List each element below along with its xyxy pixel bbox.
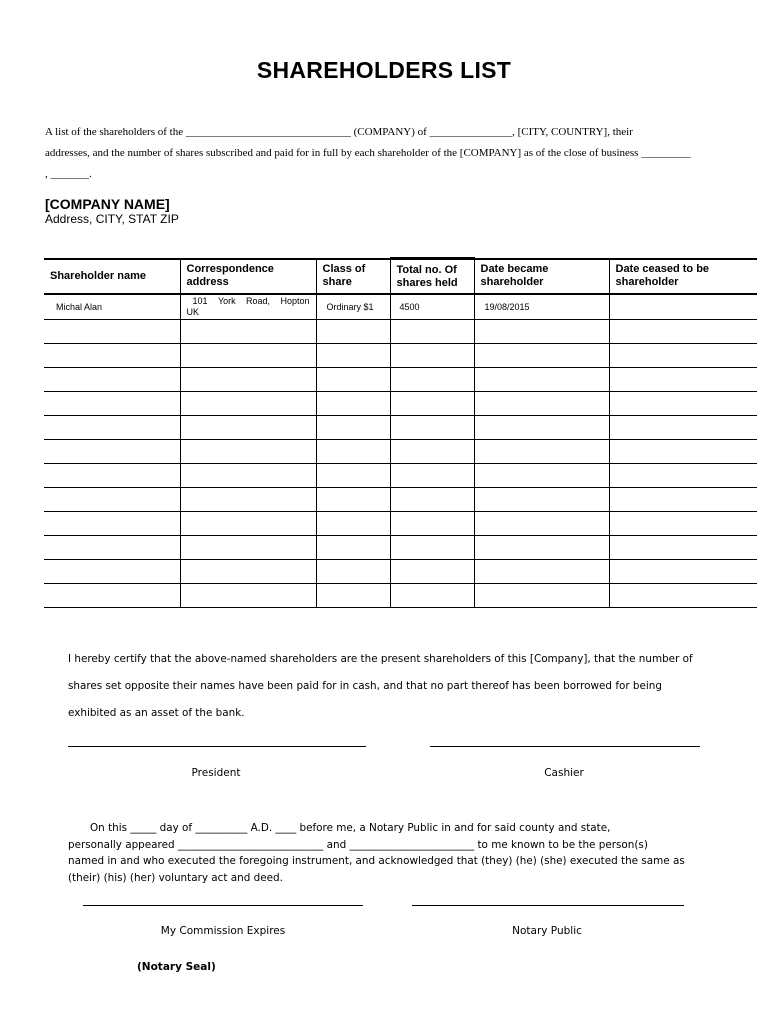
table-row <box>44 344 757 368</box>
column-header-correspondence-address: Correspondence address <box>180 259 316 295</box>
cell-shareholder-name[interactable] <box>44 464 180 488</box>
cell-shareholder-name[interactable]: Michal Alan <box>44 294 180 320</box>
cell-shareholder-name[interactable] <box>44 488 180 512</box>
table-row <box>44 560 757 584</box>
cell-class-of-share[interactable] <box>316 584 390 608</box>
cell-date-ceased[interactable] <box>609 584 757 608</box>
cell-correspondence-address[interactable] <box>180 536 316 560</box>
cell-shareholder-name[interactable] <box>44 512 180 536</box>
cell-shareholder-name[interactable] <box>44 536 180 560</box>
intro-paragraph <box>45 122 710 185</box>
table-row <box>44 512 757 536</box>
cell-date-ceased[interactable] <box>609 488 757 512</box>
notary-paragraph <box>68 820 708 886</box>
cell-class-of-share[interactable] <box>316 536 390 560</box>
cell-date-became[interactable] <box>474 512 609 536</box>
cell-correspondence-address[interactable] <box>180 488 316 512</box>
cell-class-of-share[interactable] <box>316 344 390 368</box>
cell-class-of-share[interactable] <box>316 320 390 344</box>
shareholders-table <box>44 257 757 608</box>
cell-correspondence-address[interactable] <box>180 368 316 392</box>
table-row <box>44 392 757 416</box>
cell-date-became[interactable] <box>474 464 609 488</box>
cell-total-shares[interactable] <box>390 440 474 464</box>
cell-total-shares[interactable] <box>390 344 474 368</box>
notary-line-3: named in and who executed the foregoing instrument, and acknowledged that (they) (he) (she) executed the same as <box>68 855 685 867</box>
cell-date-became[interactable]: 19/08/2015 <box>474 294 609 320</box>
table-row <box>44 368 757 392</box>
cell-date-ceased[interactable] <box>609 464 757 488</box>
cell-date-became[interactable] <box>474 560 609 584</box>
cell-date-ceased[interactable] <box>609 392 757 416</box>
cell-class-of-share[interactable] <box>316 464 390 488</box>
cell-date-ceased[interactable] <box>609 536 757 560</box>
cell-date-became[interactable] <box>474 392 609 416</box>
cashier-signature-line[interactable] <box>430 746 700 747</box>
cell-shareholder-name[interactable] <box>44 320 180 344</box>
cell-total-shares[interactable] <box>390 368 474 392</box>
table-row <box>44 584 757 608</box>
president-label: President <box>191 767 241 779</box>
column-header-date-became: Date became shareholder <box>474 259 609 295</box>
cell-date-ceased[interactable] <box>609 560 757 584</box>
company-address: Address, CITY, STAT ZIP <box>45 212 179 226</box>
intro-line-3: , _______. <box>45 168 92 180</box>
cell-correspondence-address[interactable] <box>180 294 316 320</box>
cell-date-became[interactable] <box>474 368 609 392</box>
commission-expires-label: My Commission Expires <box>160 925 286 937</box>
cell-date-became[interactable] <box>474 440 609 464</box>
column-header-total-shares: Total no. Of shares held <box>390 259 474 295</box>
address-word: 101 <box>192 296 208 306</box>
cell-shareholder-name[interactable] <box>44 440 180 464</box>
intro-line-1: A list of the shareholders of the ______________________________ (COMPANY) of _______________, [CITY, COUNTRY], their <box>45 126 633 138</box>
cell-class-of-share[interactable] <box>316 440 390 464</box>
cell-date-ceased[interactable] <box>609 512 757 536</box>
cell-correspondence-address[interactable] <box>180 464 316 488</box>
table-row <box>44 320 757 344</box>
table-row <box>44 488 757 512</box>
column-header-shareholder-name: Shareholder name <box>44 259 180 295</box>
cell-correspondence-address[interactable] <box>180 344 316 368</box>
cell-class-of-share[interactable] <box>316 416 390 440</box>
cashier-label: Cashier <box>544 767 584 779</box>
president-signature-line[interactable] <box>68 746 366 747</box>
table-header-row <box>44 259 757 295</box>
notary-line-1: On this _____ day of __________ A.D. ____ before me, a Notary Public in and for said county and state, <box>90 822 611 834</box>
address-word: York <box>217 296 236 306</box>
cell-correspondence-address[interactable] <box>180 560 316 584</box>
cell-total-shares[interactable] <box>390 512 474 536</box>
cell-shareholder-name[interactable] <box>44 344 180 368</box>
table-row <box>44 536 757 560</box>
cell-total-shares[interactable] <box>390 464 474 488</box>
cell-date-ceased[interactable] <box>609 344 757 368</box>
certification-paragraph: I hereby certify that the above-named shareholders are the present shareholders of this [Company], that the number of shares set opposite their names have been paid for in cash, and that no part thereof has been borrowed for being exhibited as an asset of the bank. <box>68 653 693 719</box>
cell-date-ceased[interactable] <box>609 294 757 320</box>
notary-public-label: Notary Public <box>512 925 582 937</box>
table-row <box>44 464 757 488</box>
cell-shareholder-name[interactable] <box>44 416 180 440</box>
notary-public-signature-line[interactable] <box>412 905 684 906</box>
cell-total-shares[interactable] <box>390 584 474 608</box>
cell-class-of-share[interactable] <box>316 560 390 584</box>
cell-date-ceased[interactable] <box>609 440 757 464</box>
table-row <box>44 416 757 440</box>
company-name: [COMPANY NAME] <box>45 196 170 212</box>
cell-date-became[interactable] <box>474 584 609 608</box>
address-line-2: UK <box>186 307 200 317</box>
address-word: Road, <box>246 296 271 306</box>
cell-class-of-share[interactable] <box>316 488 390 512</box>
cell-shareholder-name[interactable] <box>44 368 180 392</box>
document-title: SHAREHOLDERS LIST <box>256 57 512 83</box>
cell-total-shares[interactable] <box>390 536 474 560</box>
cell-date-became[interactable] <box>474 488 609 512</box>
cell-correspondence-address[interactable] <box>180 584 316 608</box>
cell-date-became[interactable] <box>474 344 609 368</box>
cell-date-ceased[interactable] <box>609 320 757 344</box>
cell-total-shares[interactable] <box>390 416 474 440</box>
cell-date-ceased[interactable] <box>609 368 757 392</box>
notary-line-2: personally appeared ____________________________ and ________________________ to me known to be the person(s) <box>68 838 648 851</box>
cell-class-of-share[interactable]: Ordinary $1 <box>316 294 390 320</box>
cell-correspondence-address[interactable] <box>180 512 316 536</box>
notary-seal-label: (Notary Seal) <box>137 961 216 973</box>
cell-correspondence-address[interactable] <box>180 392 316 416</box>
column-header-date-ceased: Date ceased to be shareholder <box>609 259 757 295</box>
address-word: Hopton <box>280 296 310 306</box>
cell-total-shares[interactable]: 4500 <box>390 294 474 320</box>
address-line-1 <box>187 296 310 307</box>
cell-class-of-share[interactable] <box>316 512 390 536</box>
cell-class-of-share[interactable] <box>316 392 390 416</box>
cell-class-of-share[interactable] <box>316 368 390 392</box>
cell-date-became[interactable] <box>474 320 609 344</box>
cell-total-shares[interactable] <box>390 320 474 344</box>
cell-shareholder-name[interactable] <box>44 584 180 608</box>
cell-correspondence-address[interactable] <box>180 416 316 440</box>
cell-correspondence-address[interactable] <box>180 440 316 464</box>
column-header-class-of-share: Class of share <box>316 259 390 295</box>
cell-correspondence-address[interactable] <box>180 320 316 344</box>
intro-line-2: addresses, and the number of shares subscribed and paid for in full by each shareholder of the [COMPANY] as of the close of business _________ <box>45 147 691 159</box>
cell-date-became[interactable] <box>474 416 609 440</box>
notary-line-4: (their) (his) (her) voluntary act and deed. <box>68 871 283 884</box>
cell-total-shares[interactable] <box>390 488 474 512</box>
table-row <box>44 294 757 320</box>
table-row <box>44 440 757 464</box>
cell-total-shares[interactable] <box>390 560 474 584</box>
cell-shareholder-name[interactable] <box>44 560 180 584</box>
cell-total-shares[interactable] <box>390 392 474 416</box>
cell-shareholder-name[interactable] <box>44 392 180 416</box>
cell-date-ceased[interactable] <box>609 416 757 440</box>
cell-date-became[interactable] <box>474 536 609 560</box>
commission-signature-line[interactable] <box>83 905 363 906</box>
